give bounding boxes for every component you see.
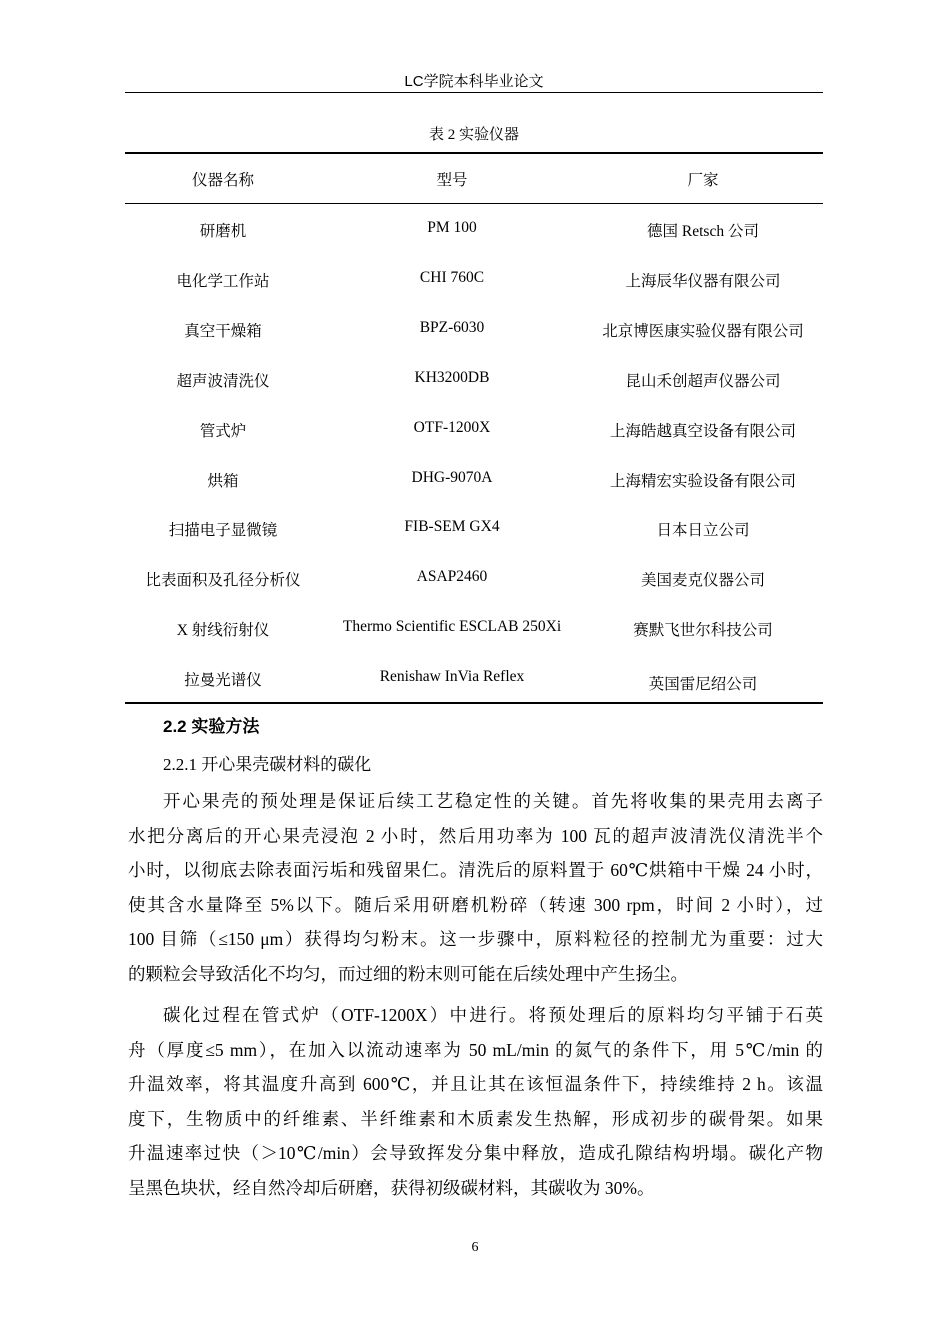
table-cell: 赛默飞世尔科技公司 — [633, 622, 773, 640]
text-line: 度下，生物质中的纤维素、半纤维素和木质素发生热解，形成初步的碳骨架。如果 — [128, 1108, 823, 1129]
column-header: 型号 — [436, 172, 468, 189]
text-line: 舟（厚度≤5 mm），在加入以流动速率为 50 mL/min 的氮气的条件下，用 5℃/min 的 — [128, 1039, 823, 1060]
table-cell: ASAP2460 — [416, 568, 488, 586]
text-line: 水把分离后的开心果壳浸泡 2 小时，然后用功率为 100 瓦的超声波清洗仪清洗半个 — [128, 825, 823, 846]
page-number: 6 — [471, 1240, 479, 1255]
text-line: 使其含水量降至 5%以下。随后采用研磨机粉碎（转速 300 rpm，时间 2 小时），过 — [128, 894, 823, 915]
table-cell: 真空干燥箱 — [184, 322, 262, 340]
column-header: 仪器名称 — [191, 172, 254, 189]
table-cell: 电化学工作站 — [176, 272, 270, 290]
table-cell: BPZ-6030 — [419, 318, 485, 336]
table-cell: 美国麦克仪器公司 — [640, 572, 765, 590]
table-cell: 扫描电子显微镜 — [168, 522, 278, 540]
section-heading: 2.2 实验方法 — [163, 717, 260, 736]
header-rule — [125, 92, 823, 93]
table-cell: 北京博医康实验仪器有限公司 — [602, 322, 804, 340]
table-cell: 比表面积及孔径分析仪 — [145, 572, 301, 590]
table-cell: FIB-SEM GX4 — [404, 518, 500, 536]
table-top-rule — [125, 152, 823, 154]
table-cell: Thermo Scientific ESCLAB 250Xi — [342, 618, 562, 636]
text-line: 呈黑色块状，经自然冷却后研磨，获得初级碳材料，其碳收为 30%。 — [128, 1177, 655, 1198]
table-cell: X 射线衍射仪 — [176, 622, 270, 640]
column-header: 厂家 — [687, 172, 719, 189]
text-line: 的颗粒会导致活化不均匀，而过细的粉末则可能在后续处理中产生扬尘。 — [128, 963, 688, 984]
table-bottom-rule — [125, 702, 823, 704]
running-header: LC学院本科毕业论文 — [404, 73, 544, 90]
table-cell: 拉曼光谱仪 — [184, 672, 262, 690]
table-header-rule — [125, 203, 823, 204]
table-cell: 英国雷尼绍公司 — [648, 676, 758, 694]
text-line: 开心果壳的预处理是保证后续工艺稳定性的关键。首先将收集的果壳用去离子 — [163, 791, 823, 811]
text-line: 碳化过程在管式炉（OTF-1200X）中进行。将预处理后的原料均匀平铺于石英 — [163, 1005, 823, 1025]
table-cell: KH3200DB — [414, 368, 490, 386]
text-line: 升温效率，将其温度升高到 600℃，并且让其在该恒温条件下，持续维持 2 h。该温 — [128, 1074, 823, 1094]
table-cell: CHI 760C — [419, 268, 485, 286]
text-line: 100 目筛（≤150 μm）获得均匀粉末。这一步骤中，原料粒径的控制尤为重要：过大 — [128, 929, 823, 949]
table-cell: 上海辰华仪器有限公司 — [625, 272, 781, 290]
table-cell: DHG-9070A — [411, 468, 493, 486]
table-cell: 昆山禾创超声仪器公司 — [625, 372, 781, 390]
table-caption: 表 2 实验仪器 — [428, 127, 519, 143]
table-cell: 研磨机 — [199, 223, 247, 240]
table-cell: OTF-1200X — [413, 418, 491, 436]
table-cell: 日本日立公司 — [656, 522, 750, 540]
table-cell: 上海精宏实验设备有限公司 — [609, 472, 796, 490]
table-cell: 德国 Retsch 公司 — [647, 223, 759, 240]
table-cell: 上海皓越真空设备有限公司 — [609, 422, 796, 440]
table-cell: PM 100 — [427, 219, 477, 236]
table-cell: Renishaw InVia Reflex — [379, 668, 525, 686]
text-line: 小时，以彻底去除表面污垢和残留果仁。清洗后的原料置于 60℃烘箱中干燥 24 小时， — [128, 860, 823, 880]
table-cell: 管式炉 — [199, 422, 247, 440]
table-cell: 超声波清洗仪 — [176, 372, 270, 390]
subsection-heading: 2.2.1 开心果壳碳材料的碳化 — [163, 755, 372, 774]
text-line: 升温速率过快（＞10℃/min）会导致挥发分集中释放，造成孔隙结构坍塌。碳化产物 — [128, 1143, 823, 1163]
table-cell: 烘箱 — [207, 472, 239, 490]
